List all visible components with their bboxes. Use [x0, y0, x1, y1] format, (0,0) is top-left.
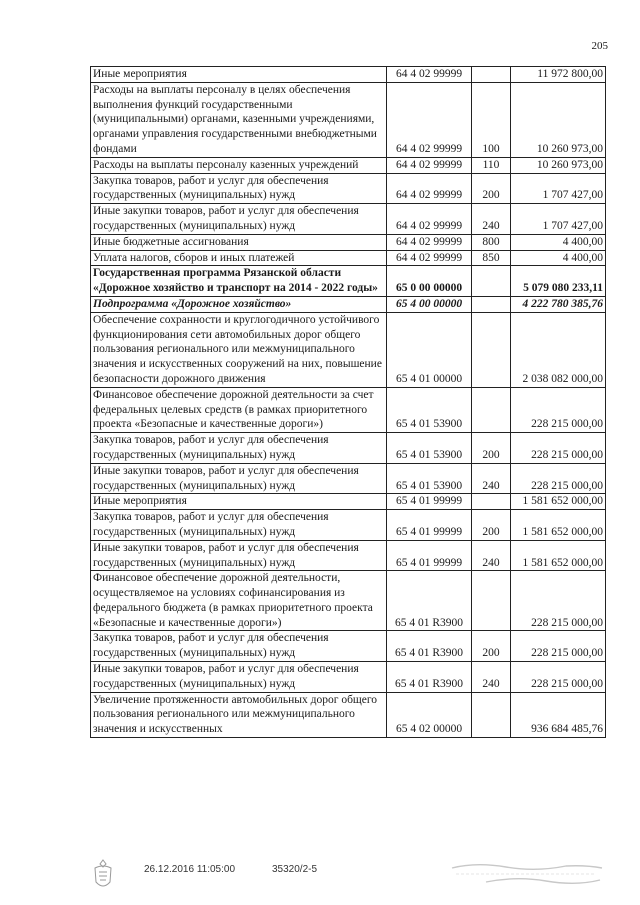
footer-timestamp: 26.12.2016 11:05:00 — [144, 864, 236, 875]
row-sum-cell: 4 222 780 385,76 — [511, 296, 606, 312]
row-sum-cell: 11 972 800,00 — [511, 67, 606, 83]
row-sum-cell: 1 581 652 000,00 — [511, 540, 606, 571]
row-sum-cell: 228 215 000,00 — [511, 571, 606, 631]
table-row — [91, 266, 606, 297]
table-row — [91, 67, 606, 83]
row-type-cell: 800 — [472, 234, 511, 250]
table-row — [91, 234, 606, 250]
row-name-cell: Иные закупки товаров, работ и услуг для обеспечения государственных (муниципальных) нужд — [91, 204, 387, 235]
row-name-cell: Иные закупки товаров, работ и услуг для обеспечения государственных (муниципальных) нужд — [91, 540, 387, 571]
row-name-cell: Уплата налогов, сборов и иных платежей — [91, 250, 387, 266]
row-code-cell: 65 4 01 99999 — [387, 540, 472, 571]
row-type-cell — [472, 67, 511, 83]
row-code-cell: 65 4 01 53900 — [387, 387, 472, 432]
row-sum-cell: 228 215 000,00 — [511, 387, 606, 432]
row-type-cell: 240 — [472, 204, 511, 235]
row-code-cell: 65 4 01 53900 — [387, 433, 472, 464]
table-row — [91, 296, 606, 312]
table-row — [91, 82, 606, 157]
table-row — [91, 662, 606, 693]
row-code-cell: 64 4 02 99999 — [387, 173, 472, 204]
page-footer — [90, 858, 610, 898]
row-name-cell: Расходы на выплаты персоналу в целях обеспечения выполнения функций государственными (муниципальными) органами, казенными учреждениями, органами управления государственными внебюджетными фондами — [91, 82, 387, 157]
row-type-cell — [472, 494, 511, 510]
row-name-cell: Иные мероприятия — [91, 494, 387, 510]
row-type-cell: 240 — [472, 540, 511, 571]
row-type-cell: 200 — [472, 510, 511, 541]
row-code-cell: 65 0 00 00000 — [387, 266, 472, 297]
row-type-cell: 240 — [472, 463, 511, 494]
row-type-cell: 100 — [472, 82, 511, 157]
table-row — [91, 204, 606, 235]
row-sum-cell: 5 079 080 233,11 — [511, 266, 606, 297]
coat-of-arms-icon — [90, 858, 116, 892]
row-name-cell: Иные мероприятия — [91, 67, 387, 83]
table-row — [91, 250, 606, 266]
row-code-cell: 65 4 01 99999 — [387, 510, 472, 541]
table-row — [91, 157, 606, 173]
row-sum-cell: 228 215 000,00 — [511, 433, 606, 464]
row-code-cell: 64 4 02 99999 — [387, 204, 472, 235]
row-code-cell: 65 4 01 53900 — [387, 463, 472, 494]
row-name-cell: Государственная программа Рязанской области «Дорожное хозяйство и транспорт на 2014 - 2022 годы» — [91, 266, 387, 297]
row-type-cell: 200 — [472, 433, 511, 464]
row-type-cell — [472, 387, 511, 432]
row-type-cell: 200 — [472, 631, 511, 662]
row-name-cell: Иные закупки товаров, работ и услуг для обеспечения государственных (муниципальных) нужд — [91, 463, 387, 494]
row-sum-cell: 1 707 427,00 — [511, 204, 606, 235]
row-sum-cell: 228 215 000,00 — [511, 662, 606, 693]
table-row — [91, 631, 606, 662]
row-sum-cell: 1 707 427,00 — [511, 173, 606, 204]
budget-table — [90, 66, 606, 738]
row-sum-cell: 10 260 973,00 — [511, 157, 606, 173]
table-row — [91, 692, 606, 737]
row-name-cell: Иные закупки товаров, работ и услуг для обеспечения государственных (муниципальных) нужд — [91, 662, 387, 693]
row-code-cell: 65 4 01 R3900 — [387, 662, 472, 693]
row-sum-cell: 228 215 000,00 — [511, 631, 606, 662]
row-name-cell: Закупка товаров, работ и услуг для обеспечения государственных (муниципальных) нужд — [91, 631, 387, 662]
table-row — [91, 173, 606, 204]
row-type-cell: 850 — [472, 250, 511, 266]
row-type-cell: 200 — [472, 173, 511, 204]
row-name-cell: Закупка товаров, работ и услуг для обеспечения государственных (муниципальных) нужд — [91, 173, 387, 204]
row-sum-cell: 1 581 652 000,00 — [511, 494, 606, 510]
signature-stamp-icon — [446, 858, 606, 892]
table-row — [91, 571, 606, 631]
row-sum-cell: 10 260 973,00 — [511, 82, 606, 157]
row-type-cell: 240 — [472, 662, 511, 693]
row-name-cell: Закупка товаров, работ и услуг для обеспечения государственных (муниципальных) нужд — [91, 433, 387, 464]
row-type-cell: 110 — [472, 157, 511, 173]
row-code-cell: 65 4 01 99999 — [387, 494, 472, 510]
row-name-cell: Увеличение протяженности автомобильных дорог общего пользования регионального или межмуниципального значения и искусственных — [91, 692, 387, 737]
row-code-cell: 65 4 01 00000 — [387, 312, 472, 387]
row-type-cell — [472, 312, 511, 387]
row-sum-cell: 1 581 652 000,00 — [511, 510, 606, 541]
row-code-cell: 64 4 02 99999 — [387, 67, 472, 83]
row-name-cell: Финансовое обеспечение дорожной деятельности за счет федеральных целевых средств (в рамках приоритетного проекта «Безопасные и качественные дороги») — [91, 387, 387, 432]
row-code-cell: 64 4 02 99999 — [387, 157, 472, 173]
table-row — [91, 510, 606, 541]
row-code-cell: 65 4 01 R3900 — [387, 631, 472, 662]
row-type-cell — [472, 571, 511, 631]
row-sum-cell: 4 400,00 — [511, 250, 606, 266]
table-row — [91, 312, 606, 387]
row-code-cell: 64 4 02 99999 — [387, 82, 472, 157]
row-name-cell: Финансовое обеспечение дорожной деятельности, осуществляемое на условиях софинансирования из федерального бюджета (в рамках приоритетного проекта «Безопасные и качественные дороги») — [91, 571, 387, 631]
table-row — [91, 494, 606, 510]
row-sum-cell: 4 400,00 — [511, 234, 606, 250]
row-type-cell — [472, 692, 511, 737]
row-code-cell: 65 4 02 00000 — [387, 692, 472, 737]
row-name-cell: Закупка товаров, работ и услуг для обеспечения государственных (муниципальных) нужд — [91, 510, 387, 541]
footer-doc-number: 35320/2-5 — [272, 864, 318, 875]
table-row — [91, 463, 606, 494]
page-number: 205 — [591, 40, 608, 52]
row-sum-cell: 228 215 000,00 — [511, 463, 606, 494]
budget-table-body — [91, 67, 606, 738]
table-row — [91, 433, 606, 464]
table-row — [91, 387, 606, 432]
row-code-cell: 64 4 02 99999 — [387, 250, 472, 266]
row-type-cell — [472, 266, 511, 297]
row-name-cell: Обеспечение сохранности и круглогодичного устойчивого функционирования сети автомобильных дорог общего пользования регионального или межмуниципального значения и искусственных сооружений на них, повышение безопасности дорожного движения — [91, 312, 387, 387]
table-row — [91, 540, 606, 571]
row-code-cell: 65 4 01 R3900 — [387, 571, 472, 631]
row-name-cell: Подпрограмма «Дорожное хозяйство» — [91, 296, 387, 312]
row-name-cell: Иные бюджетные ассигнования — [91, 234, 387, 250]
row-type-cell — [472, 296, 511, 312]
row-name-cell: Расходы на выплаты персоналу казенных учреждений — [91, 157, 387, 173]
row-sum-cell: 2 038 082 000,00 — [511, 312, 606, 387]
row-code-cell: 64 4 02 99999 — [387, 234, 472, 250]
row-code-cell: 65 4 00 00000 — [387, 296, 472, 312]
row-sum-cell: 936 684 485,76 — [511, 692, 606, 737]
